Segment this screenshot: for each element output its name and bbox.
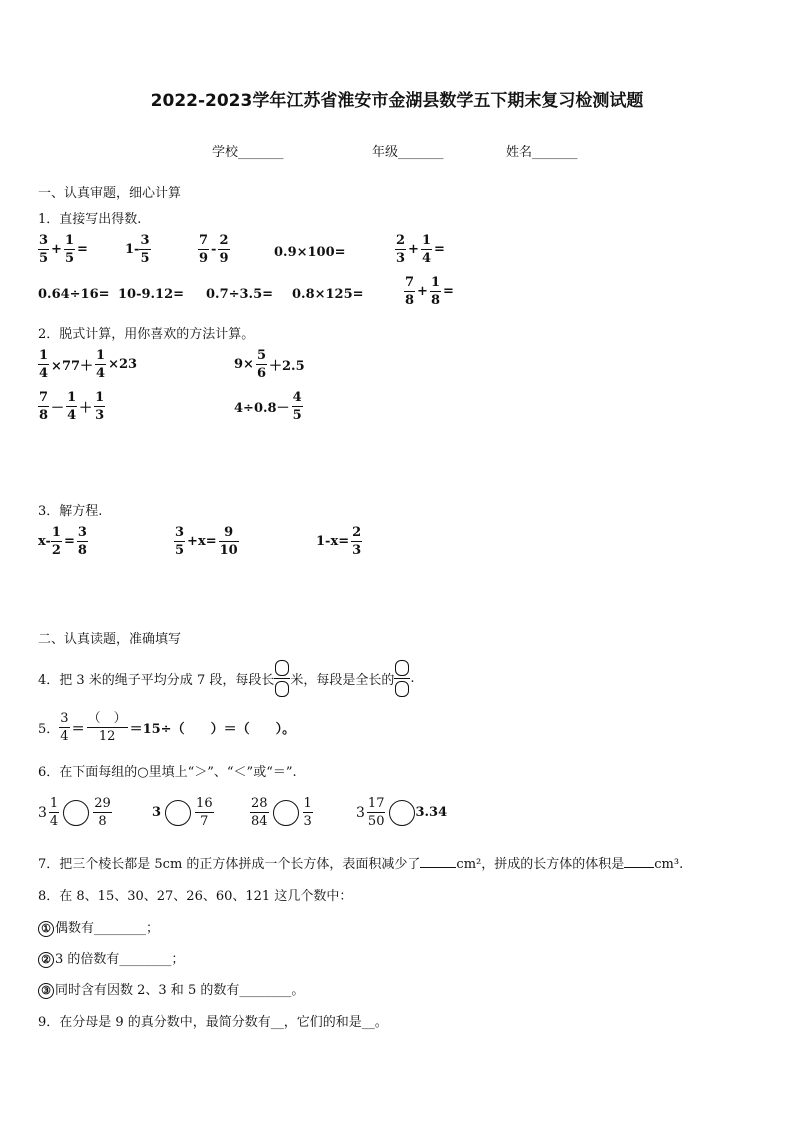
q7: 7．把三个棱长都是 5cm 的正方体拼成一个长方体，表面积减少了 cm²，拼成的长方体的体积是 cm³. — [38, 857, 684, 872]
compare-circle[interactable] — [165, 800, 191, 826]
fraction: $\frac{2}{3}$ — [396, 233, 406, 266]
fraction: $\frac{28}{84}$ — [251, 796, 268, 829]
fraction: $\frac{2}{9}$ — [219, 233, 229, 266]
compare-circle[interactable] — [63, 800, 89, 826]
fraction: $\frac{1}{2}$ — [51, 525, 61, 558]
section1-heading: 一、认真审题，细心计算 — [38, 186, 182, 201]
circled-number: ② — [38, 952, 54, 968]
fraction: $\frac{1}{4}$ — [421, 233, 431, 266]
q6-group-2: 3 $\frac{16}{7}$ — [152, 796, 213, 829]
q2-label: 2．脱式计算，用你喜欢的方法计算。 — [38, 327, 255, 342]
page-title: 2022-2023学年江苏省淮安市金湖县数学五下期末复习检测试题 — [150, 91, 644, 111]
fraction: $\frac{3}{8}$ — [77, 525, 87, 558]
q8-item-2: ② 3 的倍数有________； — [38, 948, 184, 968]
fraction: $\frac{1}{4}$ — [39, 348, 49, 381]
compare-circle[interactable] — [389, 800, 415, 826]
q3-equation-1: x- $\frac{1}{2}$ = $\frac{3}{8}$ — [38, 525, 87, 558]
q6-group-1 — [38, 797, 112, 828]
q1-expr-f: 0.64÷16= — [38, 287, 110, 302]
compare-circle[interactable] — [273, 800, 299, 826]
name-field: 姓名_______ — [506, 145, 578, 160]
answer-blank[interactable] — [420, 867, 456, 868]
fraction: $\frac{7}{8}$ — [39, 390, 49, 423]
q8-item-1: ① 偶数有________； — [38, 917, 159, 937]
fraction: $\frac{7}{9}$ — [199, 233, 209, 266]
mixed-number: 3 $\frac{17}{50}$ — [356, 796, 385, 829]
q3-equation-3: 1-x= $\frac{2}{3}$ — [316, 525, 362, 558]
fraction: $\frac{1}{4}$ — [67, 390, 77, 423]
answer-blank[interactable] — [624, 867, 654, 868]
q9: 9．在分母是 9 的真分数中，最简分数有__，它们的和是__。 — [38, 1015, 388, 1030]
fraction: $\frac{29}{8}$ — [94, 796, 111, 829]
q1-expr-i: 0.8×125= — [292, 287, 364, 302]
q6-label: 6．在下面每组的○里填上“＞”、“＜”或“＝”. — [38, 765, 297, 780]
fraction: $\frac{1}{5}$ — [64, 233, 74, 266]
blank-fraction — [394, 660, 410, 697]
fraction: $\frac{1}{8}$ — [430, 275, 440, 308]
school-field: 学校_______ — [212, 145, 284, 160]
fraction: $\frac{3}{5}$ — [140, 233, 150, 266]
section2-heading: 二、认真读题，准确填写 — [38, 632, 182, 647]
q2-expr-3: $\frac{7}{8}$ － $\frac{1}{4}$ ＋ $\frac{1}{3}$ — [39, 390, 105, 423]
q2-expr-4: 4÷0.8－ $\frac{4}{5}$ — [234, 390, 302, 423]
mixed-number: 3 $\frac{1}{4}$ — [38, 796, 59, 829]
fraction: $\frac{1}{4}$ — [96, 348, 106, 381]
fraction: $\frac{16}{7}$ — [196, 796, 213, 829]
fraction: $\frac{5}{6}$ — [256, 348, 266, 381]
q6-group-3 — [250, 797, 313, 828]
circled-number: ③ — [38, 983, 54, 999]
q1-expr-e: $\frac{2}{3}$ + $\frac{1}{4}$ = — [396, 233, 445, 266]
q1-expr-h: 0.7÷3.5= — [206, 287, 274, 302]
fraction: $\frac{3}{5}$ — [175, 525, 185, 558]
q8-label: 8．在 8、15、30、27、26、60、121 这几个数中： — [38, 889, 353, 904]
fraction: $\frac{7}{8}$ — [405, 275, 415, 308]
q8-item-3: ③ 同时含有因数 2、3 和 5 的数有________。 — [38, 979, 304, 999]
q1-expr-a: $\frac{3}{5}$ + $\frac{1}{5}$ = — [39, 233, 88, 266]
fraction: $\frac{3}{4}$ — [60, 711, 69, 744]
q3-label: 3．解方程. — [38, 504, 103, 519]
q1-expr-b: 1- $\frac{3}{5}$ — [125, 233, 150, 266]
q5: 5． $\frac{3}{4}$ ＝ $\frac{( )}{12}$ ＝15÷（ ）＝（ ）。 — [38, 711, 296, 744]
blank-fraction — [274, 660, 290, 697]
fraction: $\frac{( )}{12}$ — [87, 711, 127, 744]
q2-expr-2: 9× $\frac{5}{6}$ ＋2.5 — [234, 348, 305, 381]
circled-number: ① — [38, 921, 54, 937]
q1-expr-j: $\frac{7}{8}$ + $\frac{1}{8}$ = — [405, 275, 454, 308]
fraction: $\frac{9}{10}$ — [219, 525, 238, 558]
fraction: $\frac{2}{3}$ — [352, 525, 362, 558]
fraction: $\frac{3}{5}$ — [39, 233, 49, 266]
q1-expr-d: 0.9×100= — [274, 245, 346, 260]
q2-expr-1: $\frac{1}{4}$ ×77＋ $\frac{1}{4}$ ×23 — [39, 348, 138, 381]
q3-equation-2: $\frac{3}{5}$ +x= $\frac{9}{10}$ — [175, 525, 238, 558]
q1-expr-g: 10-9.12= — [118, 287, 185, 302]
fraction: $\frac{1}{3}$ — [303, 796, 312, 829]
q1-expr-c: $\frac{7}{9}$ - $\frac{2}{9}$ — [199, 233, 229, 266]
q1-label: 1．直接写出得数. — [38, 212, 142, 227]
grade-field: 年级_______ — [372, 145, 444, 160]
fraction: $\frac{4}{5}$ — [292, 390, 302, 423]
fraction: $\frac{1}{3}$ — [95, 390, 105, 423]
q6-group-4: 3 $\frac{17}{50}$ 3.34 — [356, 796, 448, 829]
q4: 4．把 3 米的绳子平均分成 7 段，每段长 米，每段是全长的 . — [38, 660, 415, 697]
